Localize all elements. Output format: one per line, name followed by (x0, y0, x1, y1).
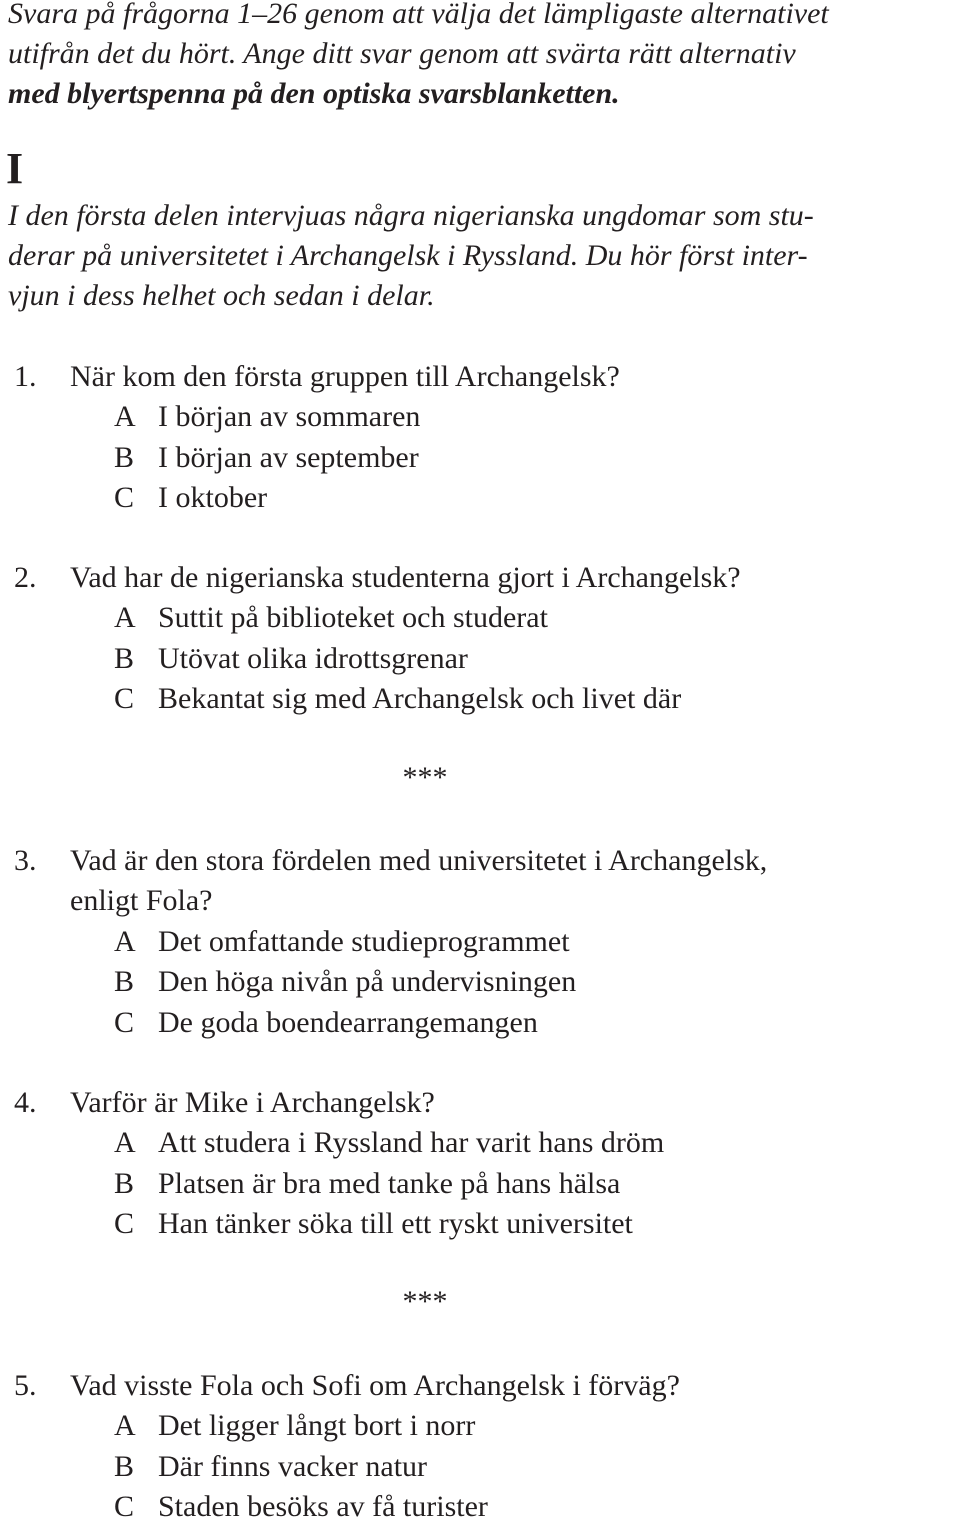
question-text: Vad är den stora fördelen med universitetet i Archangelsk, (70, 844, 768, 877)
option-text: I början av september (158, 440, 419, 474)
option-letter: C (114, 682, 135, 716)
option-text: Suttit på biblioteket och studerat (158, 601, 548, 635)
option-letter: A (114, 400, 136, 434)
option-letter: B (114, 440, 135, 474)
answer-option-a (0, 397, 960, 437)
option-letter: A (114, 1409, 136, 1443)
option-letter: B (114, 641, 135, 675)
option-text: Staden besöks av få turister (158, 1490, 488, 1524)
option-text: I oktober (158, 481, 268, 515)
instructions (8, 0, 958, 114)
option-text: Utövat olika idrottsgrenar (158, 641, 468, 675)
answer-option-b (0, 639, 960, 679)
answer-option-a (0, 1406, 960, 1446)
option-letter: C (114, 1207, 135, 1241)
answer-option-a (0, 598, 960, 638)
question-number: 1. (14, 360, 37, 393)
question-number: 3. (14, 844, 37, 877)
instructions-line-1: Svara på frågorna 1–26 genom att välja det lämpligaste alternativet (8, 0, 829, 30)
section-intro-line-3: vjun i dess helhet och sedan i delar. (8, 279, 435, 312)
question-text: Varför är Mike i Archangelsk? (70, 1086, 435, 1119)
question-text: När kom den första gruppen till Archangelsk? (70, 360, 620, 393)
option-text: Bekantat sig med Archangelsk och livet där (158, 682, 682, 716)
instructions-line-2: utifrån det du hört. Ange ditt svar genom att svärta rätt alternativ (8, 37, 796, 70)
option-letter: A (114, 601, 136, 635)
question-text-continued: enligt Fola? (70, 884, 213, 918)
option-text: De goda boendearrangemangen (158, 1005, 538, 1039)
answer-option-c (0, 679, 960, 719)
answer-option-b (0, 1447, 960, 1487)
section-heading: I (6, 144, 24, 193)
answer-option-c (0, 1204, 960, 1244)
option-letter: C (114, 1490, 135, 1524)
question-5 (0, 1366, 960, 1528)
answer-option-a (0, 922, 960, 962)
section-divider: *** (402, 1285, 448, 1318)
question-number: 2. (14, 561, 37, 594)
option-letter: B (114, 1449, 135, 1483)
option-text: Att studera i Ryssland har varit hans dröm (158, 1126, 665, 1160)
option-letter: B (114, 1166, 135, 1200)
answer-option-b (0, 1164, 960, 1204)
option-text: Det omfattande studieprogrammet (158, 924, 570, 958)
question-4 (0, 1083, 960, 1245)
option-letter: C (114, 481, 135, 515)
option-text: Han tänker söka till ett ryskt universitet (158, 1207, 633, 1241)
option-text: Där finns vacker natur (158, 1449, 428, 1483)
section-intro-line-2: derar på universitetet i Archangelsk i Ryssland. Du hör först inter- (8, 239, 808, 272)
option-letter: A (114, 1126, 136, 1160)
question-text: Vad har de nigerianska studenterna gjort i Archangelsk? (70, 561, 741, 594)
section-divider: *** (402, 761, 448, 794)
answer-option-c (0, 1003, 960, 1043)
option-text: Platsen är bra med tanke på hans hälsa (158, 1166, 621, 1200)
option-text: I början av sommaren (158, 400, 421, 434)
answer-option-c (0, 1487, 960, 1527)
question-number: 4. (14, 1086, 37, 1119)
question-number: 5. (14, 1369, 37, 1402)
answer-option-b (0, 962, 960, 1002)
question-text: Vad visste Fola och Sofi om Archangelsk i förväg? (70, 1369, 680, 1402)
section-intro (8, 196, 958, 316)
option-letter: B (114, 965, 135, 999)
option-letter: A (114, 924, 136, 958)
question-3 (0, 841, 960, 1043)
question-1 (0, 357, 960, 519)
answer-option-b (0, 438, 960, 478)
section-intro-line-1: I den första delen intervjuas några nigerianska ungdomar som stu- (8, 199, 814, 232)
answer-option-c (0, 478, 960, 518)
option-text: Det ligger långt bort i norr (158, 1409, 476, 1443)
question-2 (0, 558, 960, 720)
option-text: Den höga nivån på undervisningen (158, 965, 577, 999)
option-letter: C (114, 1005, 135, 1039)
answer-option-a (0, 1123, 960, 1163)
instructions-line-3: med blyertspenna på den optiska svarsblanketten. (8, 77, 620, 110)
